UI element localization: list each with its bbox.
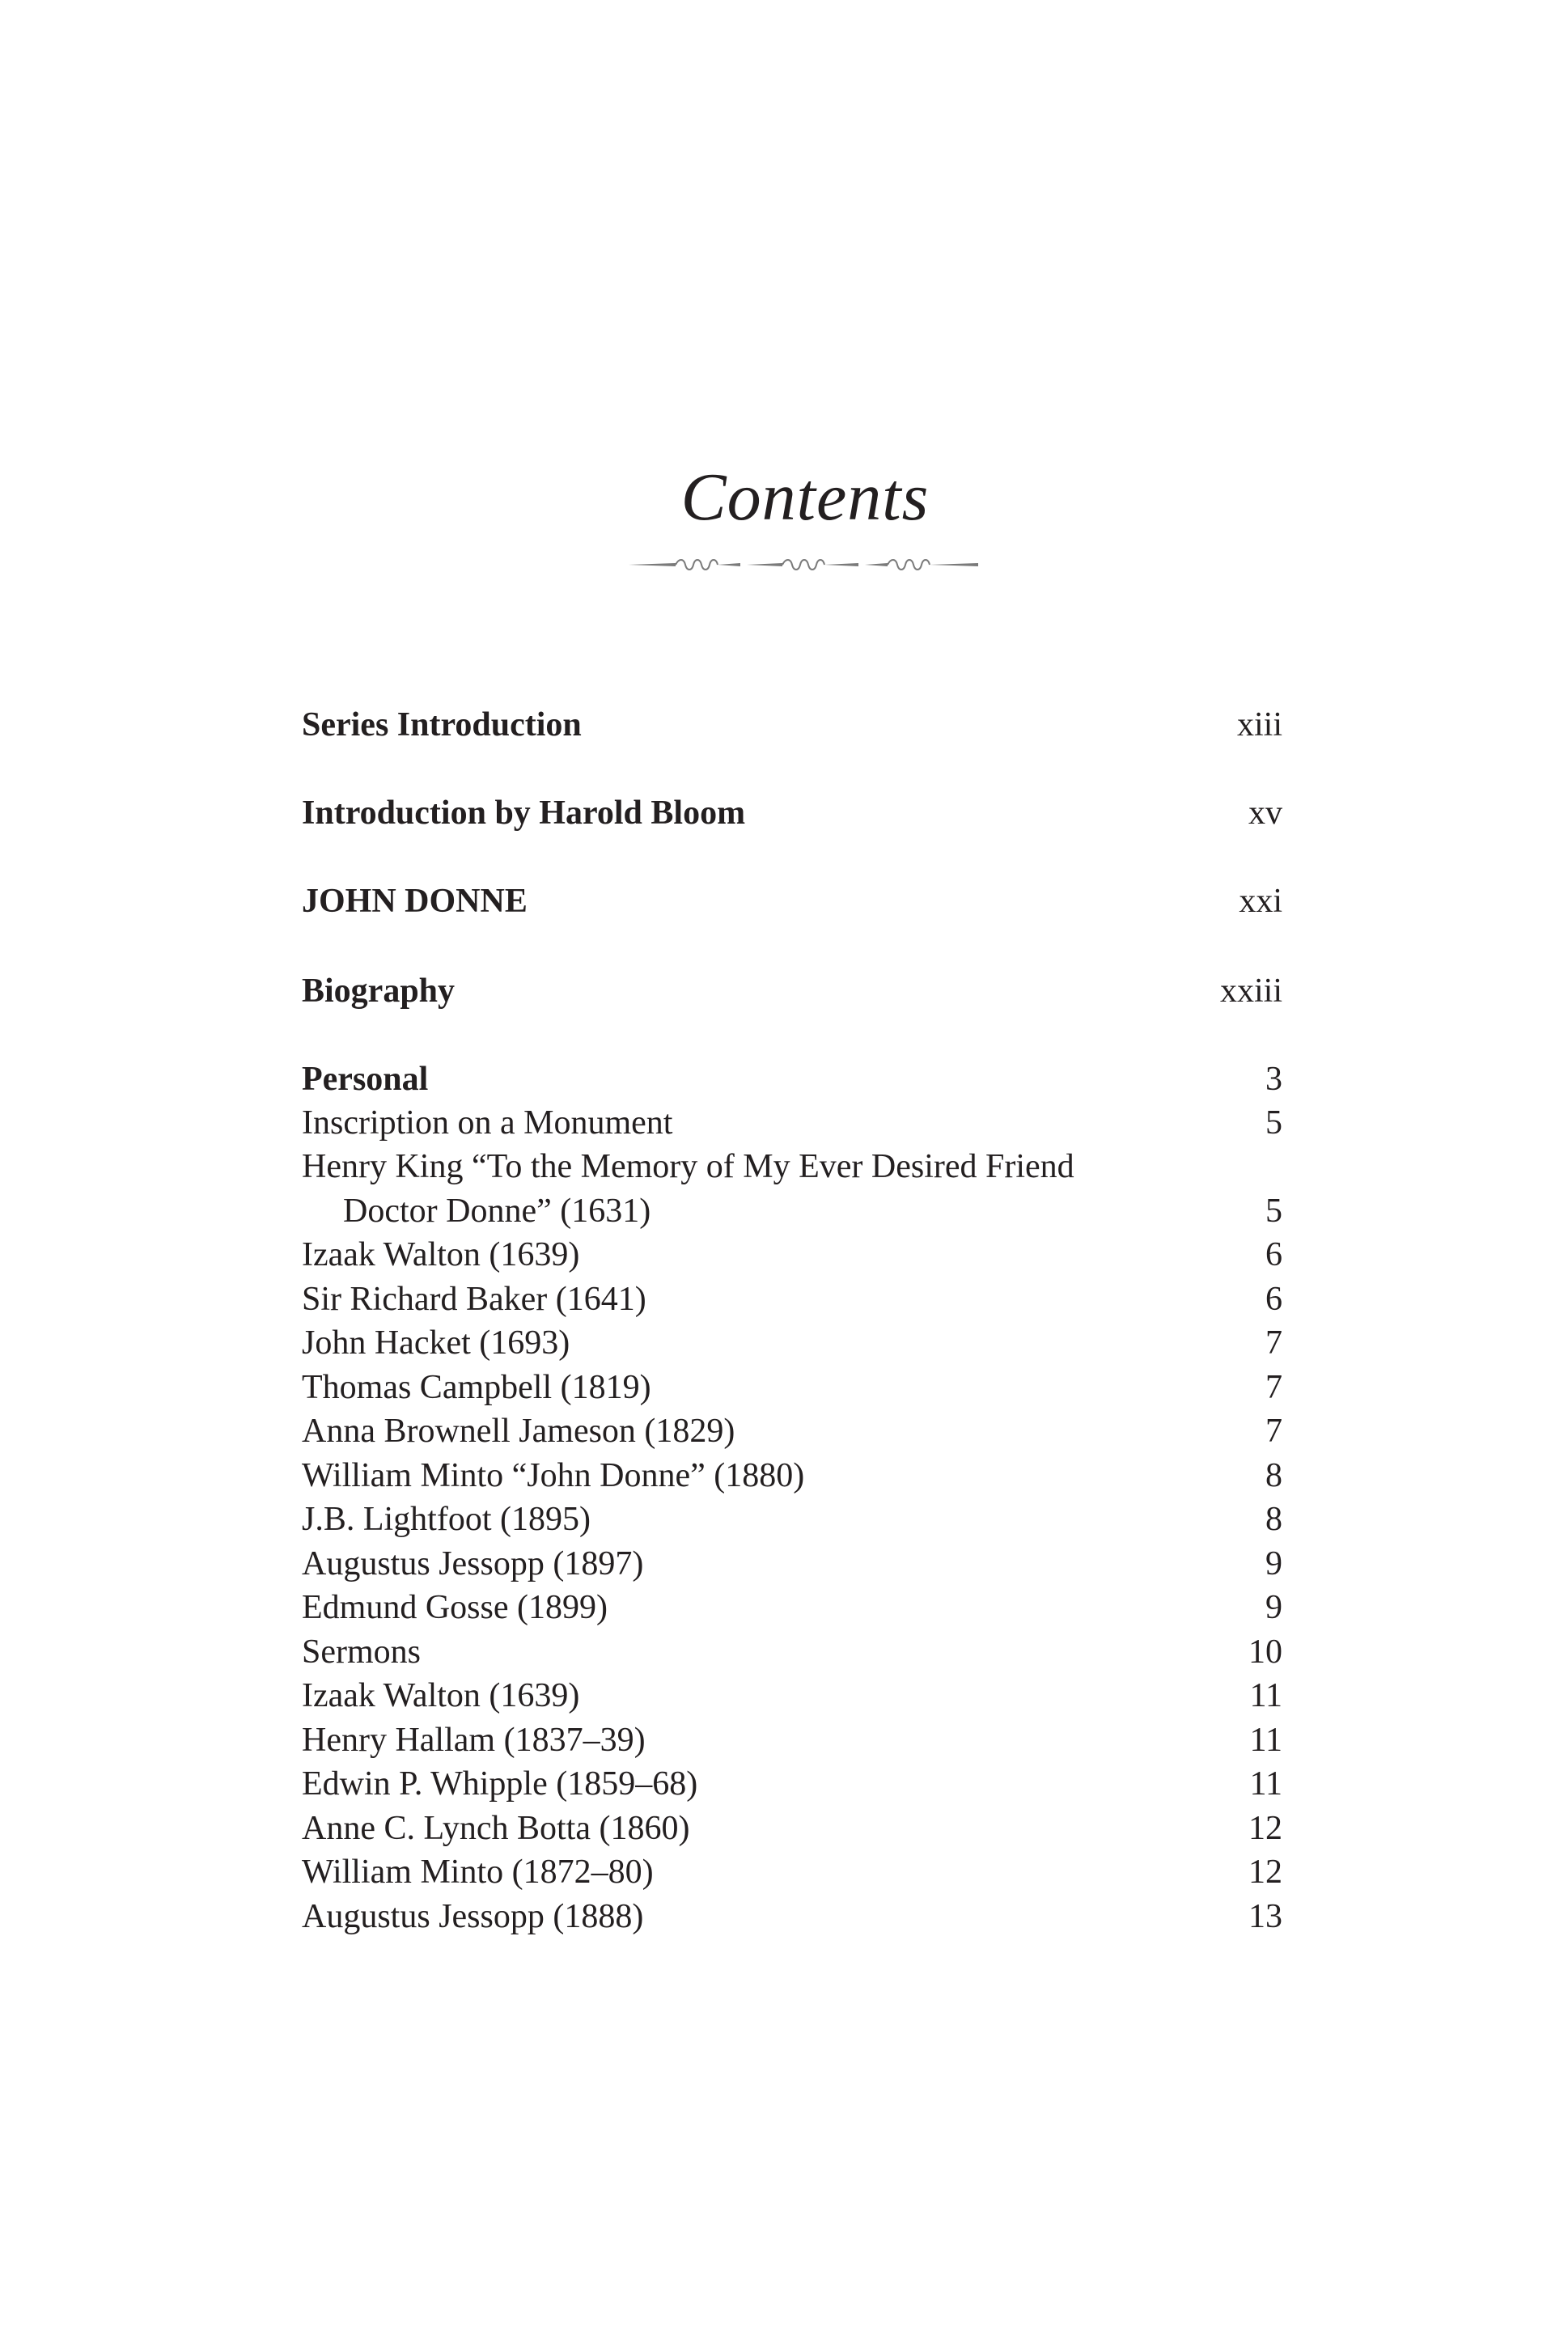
toc-entry-page: 7 xyxy=(1265,1324,1282,1362)
toc-entry-page: 12 xyxy=(1248,1810,1282,1847)
toc-entry-title: Anne C. Lynch Botta (1860) xyxy=(302,1810,690,1847)
toc-entry[interactable] xyxy=(302,1233,1282,1277)
toc-entry[interactable] xyxy=(302,1850,1282,1894)
toc-entry-page: xiii xyxy=(1236,706,1282,744)
toc-entry[interactable] xyxy=(302,1189,1282,1233)
toc-entry-page: 5 xyxy=(1265,1104,1282,1142)
toc-entry-title: Introduction by Harold Bloom xyxy=(302,794,746,832)
toc-entry-page: 3 xyxy=(1265,1061,1282,1098)
toc-entry[interactable] xyxy=(302,1366,1282,1409)
toc-entry[interactable] xyxy=(302,1718,1282,1762)
toc-entry-page: xv xyxy=(1248,794,1282,832)
toc-entry[interactable] xyxy=(302,1674,1282,1718)
toc-entry-page: 11 xyxy=(1249,1722,1282,1759)
page-title: Contents xyxy=(680,460,930,535)
toc-entry-title: Augustus Jessopp (1897) xyxy=(302,1545,644,1582)
toc-entry[interactable] xyxy=(302,1057,1282,1101)
toc-entry-title: J.B. Lightfoot (1895) xyxy=(302,1501,591,1538)
toc-entry[interactable] xyxy=(302,1145,1282,1188)
toc-entry-title: Sir Richard Baker (1641) xyxy=(302,1281,646,1318)
toc-entry-title: Edmund Gosse (1899) xyxy=(302,1589,608,1626)
toc-entry-page: 8 xyxy=(1265,1501,1282,1538)
toc-entry-title: William Minto (1872–80) xyxy=(302,1854,654,1891)
toc-entry-page: 6 xyxy=(1265,1236,1282,1273)
toc-entry-title: Thomas Campbell (1819) xyxy=(302,1369,651,1406)
toc-entry-title: Series Introduction xyxy=(302,706,582,744)
toc-entry-page: 10 xyxy=(1248,1633,1282,1671)
toc-entry-title: Doctor Donne” (1631) xyxy=(343,1193,651,1230)
toc-entry-title: Henry Hallam (1837–39) xyxy=(302,1722,646,1759)
toc-entry-page: 8 xyxy=(1265,1457,1282,1494)
toc-entry[interactable] xyxy=(302,1321,1282,1365)
toc-entry-page: 12 xyxy=(1248,1854,1282,1891)
toc-entry[interactable] xyxy=(302,791,1282,835)
toc-entry-page: xxi xyxy=(1239,883,1282,920)
toc-entry-page: 7 xyxy=(1265,1369,1282,1406)
toc-entry-page: 6 xyxy=(1265,1281,1282,1318)
toc-entry[interactable] xyxy=(302,1762,1282,1806)
toc-entry[interactable] xyxy=(302,879,1282,923)
toc-entry-title: John Hacket (1693) xyxy=(302,1324,570,1362)
toc-entry[interactable] xyxy=(302,1586,1282,1629)
toc-entry-title: JOHN DONNE xyxy=(302,883,528,920)
toc-entry[interactable] xyxy=(302,1498,1282,1541)
toc-entry-page: 13 xyxy=(1248,1898,1282,1935)
toc-entry-title: Biography xyxy=(302,972,456,1010)
toc-entry-page: 5 xyxy=(1265,1193,1282,1230)
toc-entry-title: Izaak Walton (1639) xyxy=(302,1677,580,1714)
toc-entry[interactable] xyxy=(302,1630,1282,1674)
toc-entry-title: Edwin P. Whipple (1859–68) xyxy=(302,1765,698,1803)
toc-entry-page: 11 xyxy=(1249,1765,1282,1803)
toc-entry-title: Inscription on a Monument xyxy=(302,1104,673,1142)
toc-entry[interactable] xyxy=(302,969,1282,1013)
toc-entry-title: William Minto “John Donne” (1880) xyxy=(302,1457,805,1494)
toc-entry[interactable] xyxy=(302,1454,1282,1498)
toc-entry-page: 11 xyxy=(1249,1677,1282,1714)
toc-entry-page: 7 xyxy=(1265,1413,1282,1450)
toc-entry-title: Augustus Jessopp (1888) xyxy=(302,1898,644,1935)
toc-entry[interactable] xyxy=(302,1101,1282,1145)
toc-entry[interactable] xyxy=(302,1807,1282,1850)
toc-entry[interactable] xyxy=(302,1277,1282,1321)
toc-entry[interactable] xyxy=(302,1895,1282,1938)
toc-entry-page: 9 xyxy=(1265,1589,1282,1626)
toc-entry-title: Izaak Walton (1639) xyxy=(302,1236,580,1273)
toc-entry[interactable] xyxy=(302,1409,1282,1453)
toc-entry-title: Personal xyxy=(302,1061,429,1098)
toc-entry[interactable] xyxy=(302,703,1282,747)
toc-entry-title: Anna Brownell Jameson (1829) xyxy=(302,1413,735,1450)
toc-entry-title: Henry King “To the Memory of My Ever Desired Friend xyxy=(302,1148,1074,1185)
ornamental-divider-icon xyxy=(627,555,980,574)
toc-entry-page: 9 xyxy=(1265,1545,1282,1582)
toc-entry-title: Sermons xyxy=(302,1633,421,1671)
toc-entry[interactable] xyxy=(302,1542,1282,1586)
toc-entry-page: xxiii xyxy=(1219,972,1282,1010)
